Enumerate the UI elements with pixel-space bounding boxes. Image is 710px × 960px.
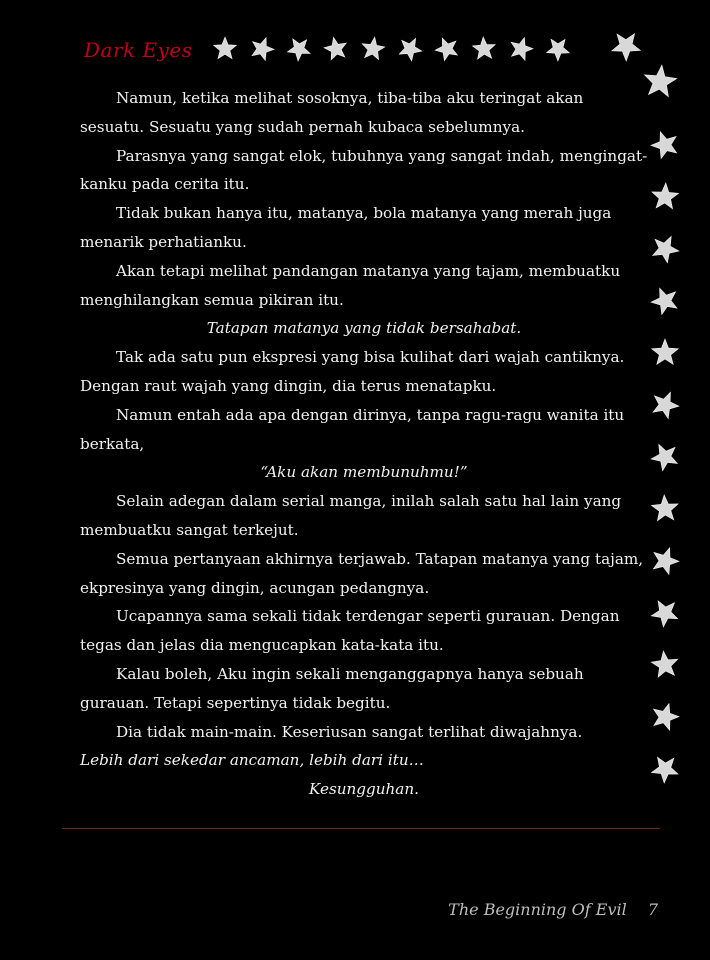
star-icon xyxy=(471,36,497,62)
footer-book-title: The Beginning Of Evil xyxy=(448,900,627,919)
paragraph: Tatapan matanya yang tidak bersahabat. xyxy=(206,319,522,338)
paragraph: Kesungguhan. xyxy=(309,780,419,799)
story-text xyxy=(80,84,648,804)
star-icon xyxy=(650,130,680,160)
star-icon xyxy=(650,754,680,784)
paragraph: Semua pertanyaan akhirnya terjawab. Tatapan matanya yang tajam, ekpresinya yang dingin, acungan pedangnya. xyxy=(80,549,644,597)
star-icon xyxy=(610,30,642,62)
chapter-title: Dark Eyes xyxy=(84,38,193,62)
star-icon xyxy=(286,36,312,62)
page-number: 7 xyxy=(647,900,658,919)
star-icon xyxy=(650,286,680,316)
star-icon xyxy=(650,338,680,368)
star-icon xyxy=(650,702,680,732)
paragraph: Selain adegan dalam serial manga, inilah salah satu hal lain yang membuatku sangat terkejut. xyxy=(80,492,622,539)
paragraph: Tidak bukan hanya itu, matanya, bola matanya yang merah juga menarik perhatianku. xyxy=(80,204,612,251)
star-icon xyxy=(545,36,571,62)
paragraph: Dia tidak main-main. Keseriusan sangat terlihat diwajahnya. xyxy=(116,722,583,741)
star-icon xyxy=(397,36,423,62)
paragraph: Kalau boleh, Aku ingin sekali menganggapnya hanya sebuah gurauan. Tetapi sepertinya tidak begitu. xyxy=(80,664,584,712)
star-icon xyxy=(650,442,680,472)
star-icon xyxy=(650,546,680,576)
star-border-side xyxy=(640,30,700,810)
paragraph: Akan tetapi melihat pandangan matanya yang tajam, membuatku menghilangkan semua pikiran itu. xyxy=(80,261,621,309)
paragraph: Tak ada satu pun ekspresi yang bisa kulihat dari wajah cantiknya. Dengan raut wajah yang dingin, dia terus menatapku. xyxy=(80,348,625,395)
star-icon xyxy=(650,234,680,264)
star-icon xyxy=(508,36,534,62)
star-icon xyxy=(650,598,680,628)
star-icon xyxy=(360,36,386,62)
paragraph: Parasnya yang sangat elok, tubuhnya yang sangat indah, mengingat-kanku pada cerita itu. xyxy=(80,146,648,194)
star-icon xyxy=(434,36,460,62)
star-border-top xyxy=(212,34,592,64)
page-footer xyxy=(448,900,658,919)
star-icon xyxy=(650,494,680,524)
page-divider xyxy=(62,828,660,829)
paragraph: Namun entah ada apa dengan dirinya, tanpa ragu-ragu wanita itu berkata, xyxy=(80,405,625,453)
paragraph: Ucapannya sama sekali tidak terdengar seperti gurauan. Dengan tegas dan jelas dia mengucapkan kata-kata itu. xyxy=(80,607,620,655)
paragraph: Namun, ketika melihat sosoknya, tiba-tiba aku teringat akan sesuatu. Sesuatu yang sudah pernah kubaca sebelumnya. xyxy=(80,89,584,136)
star-icon xyxy=(249,36,275,62)
star-icon xyxy=(650,182,680,212)
star-icon xyxy=(650,650,680,680)
star-icon xyxy=(212,36,238,62)
star-icon xyxy=(650,390,680,420)
paragraph: “Aku akan membunuhmu!” xyxy=(260,463,468,482)
paragraph: Lebih dari sekedar ancaman, lebih dari itu… xyxy=(80,751,424,770)
star-icon xyxy=(323,36,349,62)
